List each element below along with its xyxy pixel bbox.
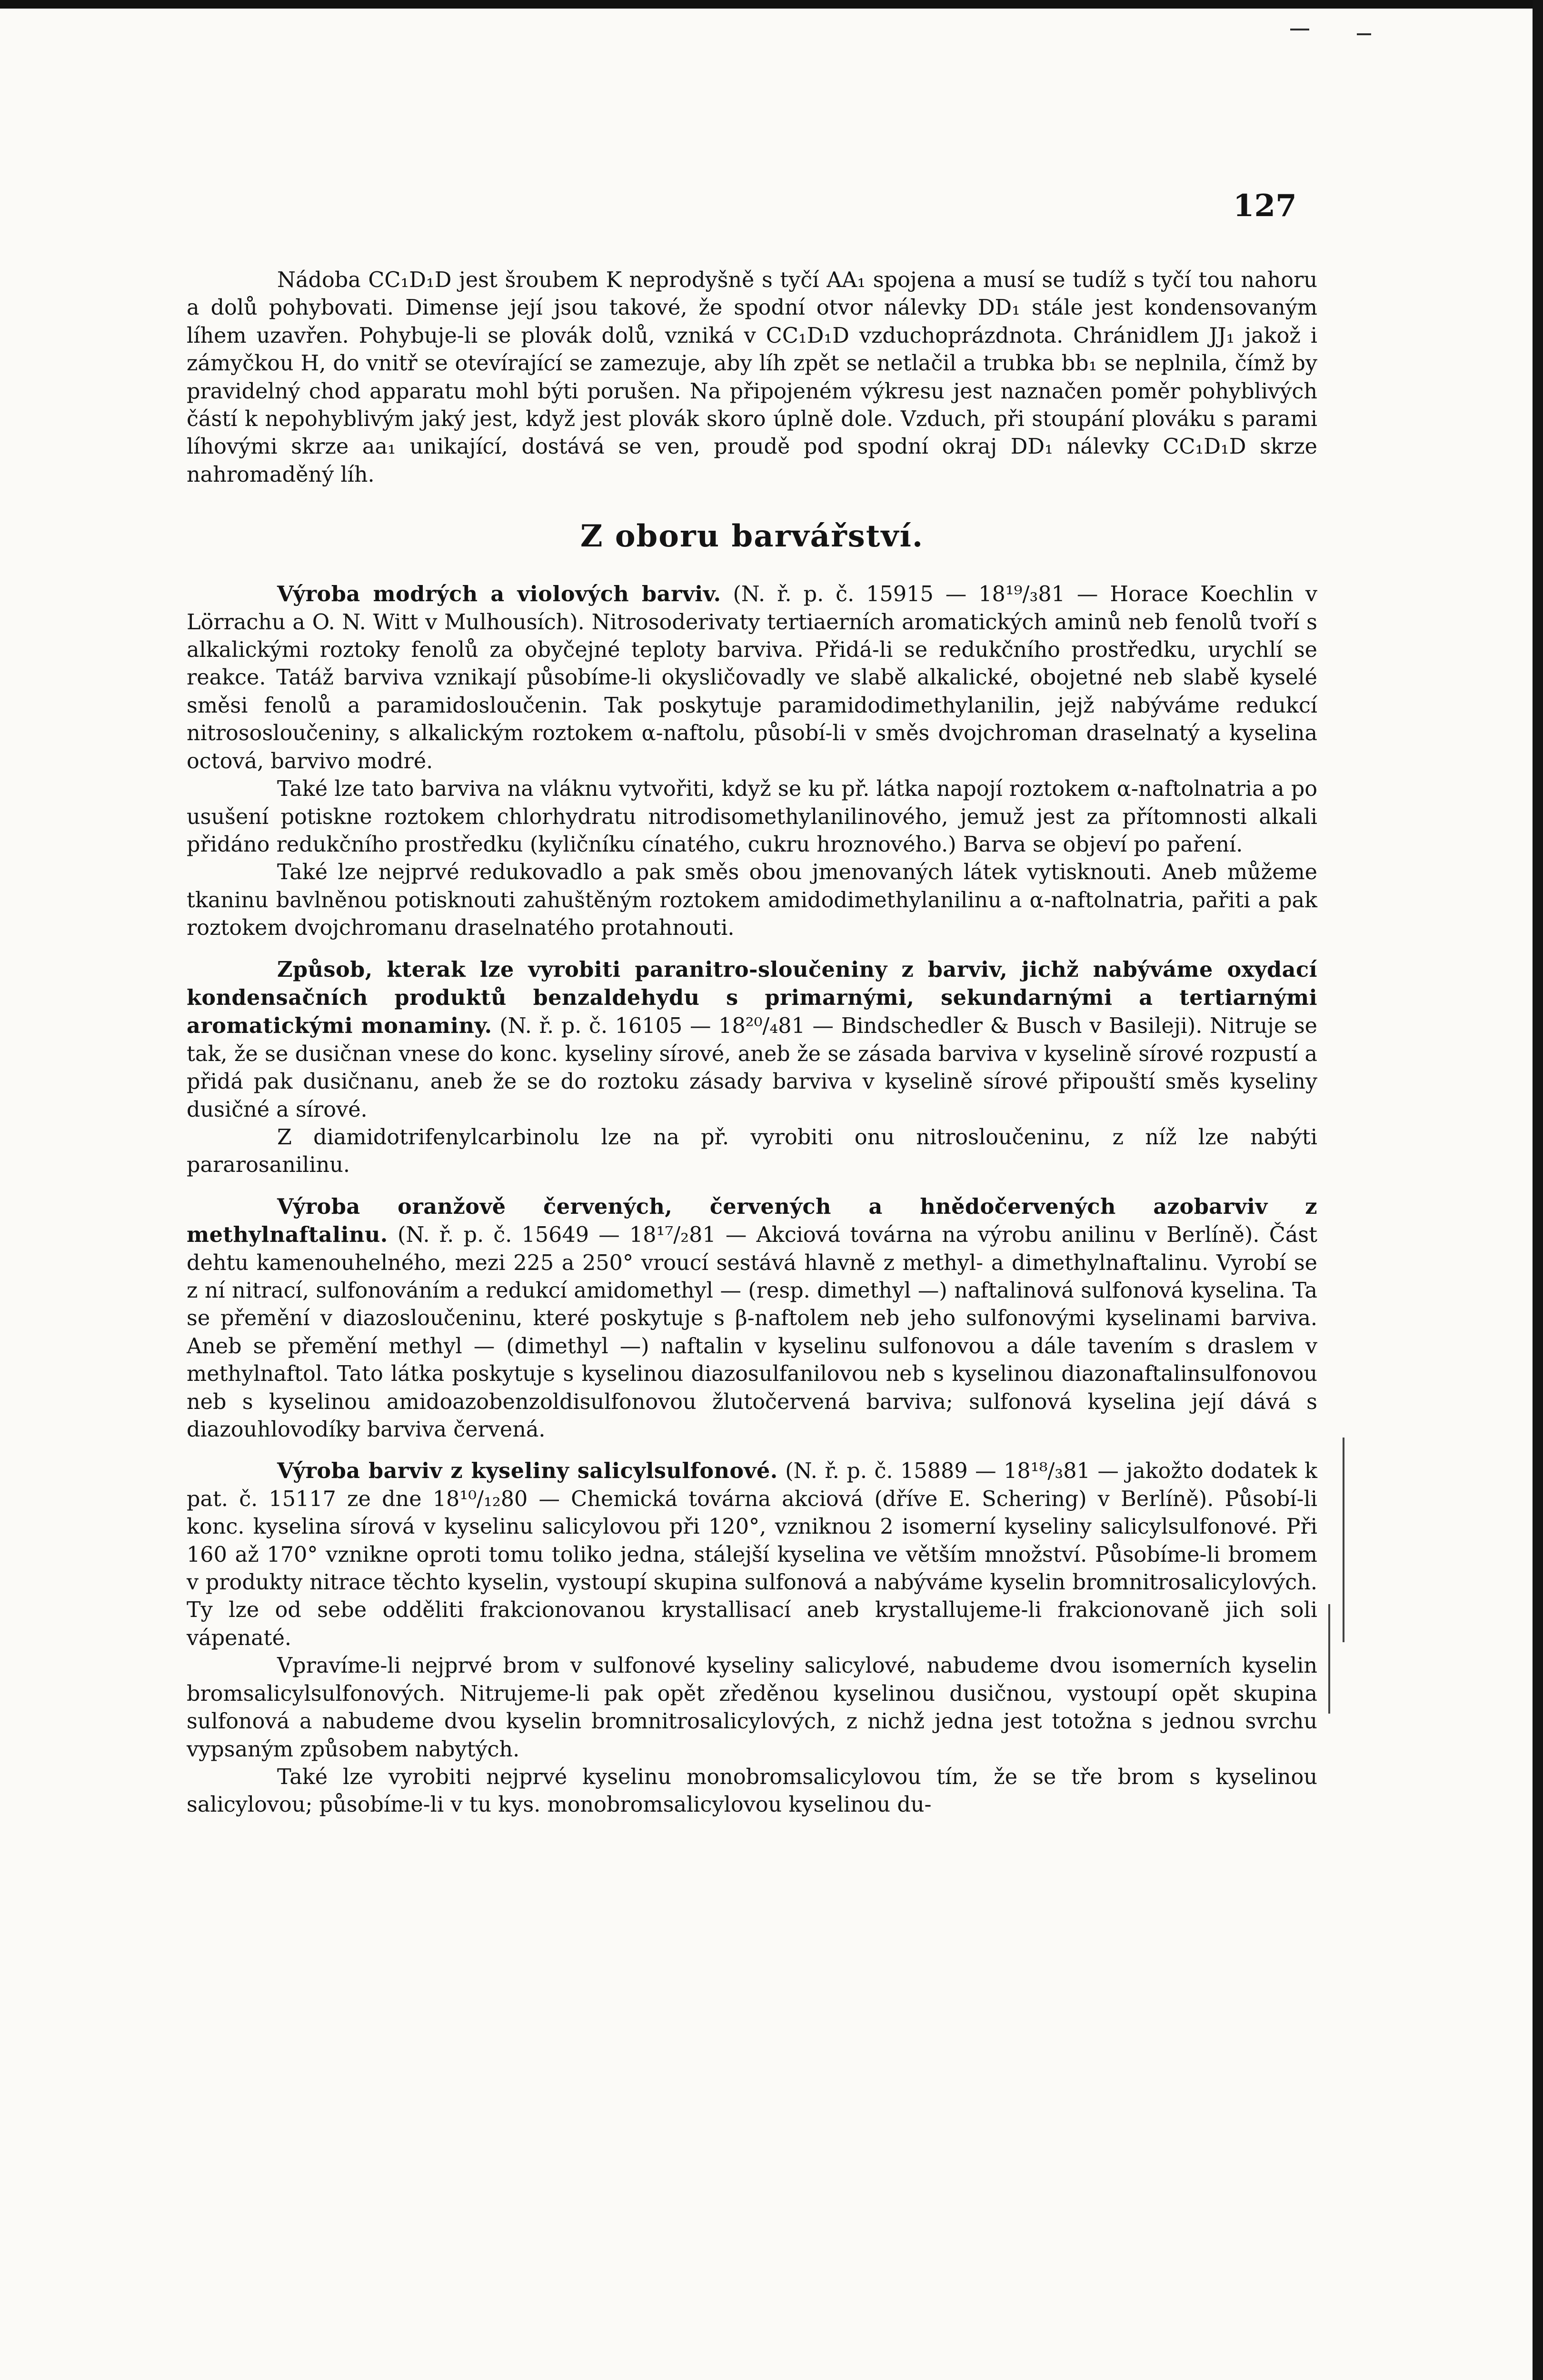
section-paragraph [187,956,1317,1124]
scan-edge-top [0,0,1543,9]
section-paragraph [187,1193,1317,1444]
section-paragraph [187,1457,1317,1652]
paragraph-text: (N. ř. p. č. 15889 — 18¹⁸/₃81 — jakožto dodatek k pat. č. 15117 ze dne 18¹⁰/₁₂80 — Chemická továrna akciová (dříve E. Schering) v Berlíně). Působí-li konc. kyselina sírová v kyselinu salicylovou při 120°, vzniknou 2 isomerní kyseliny salicylsulfonové. Při 160 až 170° vznikne oproti tomu toliko jedna, stálejší kyselina ve větším množství. Působíme-li bromem v produkty nitrace těchto kyselin, vystoupí skupina sulfonová a nabýváme kyselin bromnitrosalicylových. Ty lze od sebe odděliti frakcionovanou krystallisací aneb krystallujeme-li frakcionovaně jich soli vápenaté. [187,1459,1317,1650]
scan-edge-right [1533,0,1543,2380]
margin-bracket [1343,1438,1344,1642]
section-heading: Výroba barviv z kyseliny salicylsulfonové. [277,1458,778,1484]
paragraph-text: (N. ř. p. č. 16105 — 18²⁰/₄81 — Bindschedler & Busch v Basileji). Nitruje se tak, že se dusičnan vnese do konc. kyseliny sírové, aneb že se zásada barviva v kyselině sírové rozpustí a přidá pak dusičnanu, aneb že se do roztoku zásady barviva v kyselině sírové připouští směs kyseliny dusičné a sírové. [187,1014,1317,1122]
section-salicylsulfonic-dyes [187,1457,1317,1819]
margin-bracket [1328,1604,1330,1714]
section-paragraph: Vpravíme-li nejprvé brom v sulfonové kyseliny salicylové, nabudeme dvou isomerních kyselin bromsalicylsulfonových. Nitrujeme-li pak opět zředěnou kyselinou dusičnou, vystoupí opět skupina sulfonová a nabudeme dvou kyselin bromnitrosalicylových, z nichž jedna jest totožna s jednou svrchu vypsaným způsobem nabytých. [187,1654,1317,1762]
section-heading: Výroba oranžově červených, červených a hnědočervených azobarviv z methylnaftalinu. [187,1194,1317,1248]
intro-paragraph: Nádoba CC₁D₁D jest šroubem K neprodyšně s tyčí AA₁ spojena a musí se tudíž s tyčí tou nahoru a dolů pohybovati. Dimense její jsou takové, že spodní otvor nálevky DD₁ stále jest kondensovaným líhem uzavřen. Pohybuje-li se plovák dolů, vzniká v CC₁D₁D vzduchoprázdnota. Chránidlem JJ₁ jakož i zámyčkou H, do vnitř se otevírající se zamezuje, aby líh zpět se netlačil a trubka bb₁ se neplnila, čímž by pravidelný chod apparatu mohl býti porušen. Na připojeném výkresu jest naznačen poměr pohyblivých částí k nepohyblivým jaký jest, když jest plovák skoro úplně dole. Vzduch, při stoupání plováku s parami líhovými skrze aa₁ unikající, dostává se ven, proudě pod spodní okraj DD₁ nálevky CC₁D₁D skrze nahromaděný líh. [187,268,1317,487]
section-heading: Výroba modrých a violových barviv. [277,582,721,607]
section-heading: Způsob, kterak lze vyrobiti paranitro-sloučeniny z barviv, jichž nabýváme oxydací kondensačních produktů benzaldehydu s primarnými, sekundarnými a tertiarnými aromatickými monaminy. [187,957,1317,1039]
section-paranitro-compounds [187,956,1317,1180]
page-number: 127 [1233,188,1297,224]
section-paragraph: Také lze tato barviva na vláknu vytvořiti, když se ku př. látka napojí roztokem α-naftolnatria a po usušení potiskne roztokem chlorhydratu nitrodisomethylanilinového, jemuž jest za přítomnosti alkali přidáno redukčního prostředku (kyličníku cínatého, cukru hroznového.) Barva se objeví po paření. [187,777,1317,857]
section-paragraph [187,580,1317,775]
scan-mark [1357,33,1371,35]
section-paragraph: Také lze vyrobiti nejprvé kyselinu monobromsalicylovou tím, že se tře brom s kyselinou salicylovou; působíme-li v tu kys. monobromsalicylovou kyselinou du- [187,1765,1317,1817]
section-azo-dyes [187,1193,1317,1444]
paragraph-text: (N. ř. p. č. 15915 — 18¹⁹/₃81 — Horace Koechlin v Lörrachu a O. N. Witt v Mulhousích). Nitrosoderivaty tertiaerních aromatických aminů neb fenolů tvoří s alkalickými roztoky fenolů za obyčejné teploty barviva. Přidá-li se redukčního prostředku, urychlí se reakce. Tatáž barviva vznikají působíme-li okysličovadly ve slabě alkalické, obojetné neb slabě kyselé směsi fenolů a paramidosloučenin. Tak poskytuje paramidodimethylanilin, jejž nabýváme redukcí nitrososloučeniny, s alkalickým roztokem α-naftolu, působí-li v směs dvojchroman draselnatý a kyselina octová, barvivo modré. [187,582,1317,774]
page-body [187,267,1317,1819]
section-blue-violet-dyes [187,580,1317,942]
scan-mark [1290,29,1309,30]
chapter-title: Z oboru barvářství. [580,518,924,555]
section-paragraph: Také lze nejprvé redukovadlo a pak směs obou jmenovaných látek vytisknouti. Aneb můžeme tkaninu bavlněnou potisknouti zahuštěným roztokem amidodimethylanilinu a α-naftolnatria, pařiti a pak roztokem dvojchromanu draselnatého protahnouti. [187,860,1317,941]
paragraph-text: (N. ř. p. č. 15649 — 18¹⁷/₂81 — Akciová továrna na výrobu anilinu v Berlíně). Část dehtu kamenouhelného, mezi 225 a 250° vroucí sestává hlavně z methyl- a dimethylnaftalinu. Vyrobí se z ní nitrací, sulfonováním a redukcí amidomethyl — (resp. dimethyl —) naftalinová sulfonová kyselina. Ta se přemění v diazosloučeninu, které poskytuje s β-naftolem neb jeho sulfonovými kyselinami barviva. Aneb se přemění methyl — (dimethyl —) naftalin v kyselinu sulfonovou a dále tavením s draslem v methylnaftol. Tato látka poskytuje s kyselinou diazosulfanilovou neb s kyselinou diazonaftalinsulfonovou neb s kyselinou amidoazobenzoldisulfonovou žlutočervená barviva; sulfonová kyselina její dává s diazouhlovodíky barviva červená. [187,1223,1317,1442]
section-paragraph: Z diamidotrifenylcarbinolu lze na př. vyrobiti onu nitrosloučeninu, z níž lze nabýti pararosanilinu. [187,1125,1317,1178]
